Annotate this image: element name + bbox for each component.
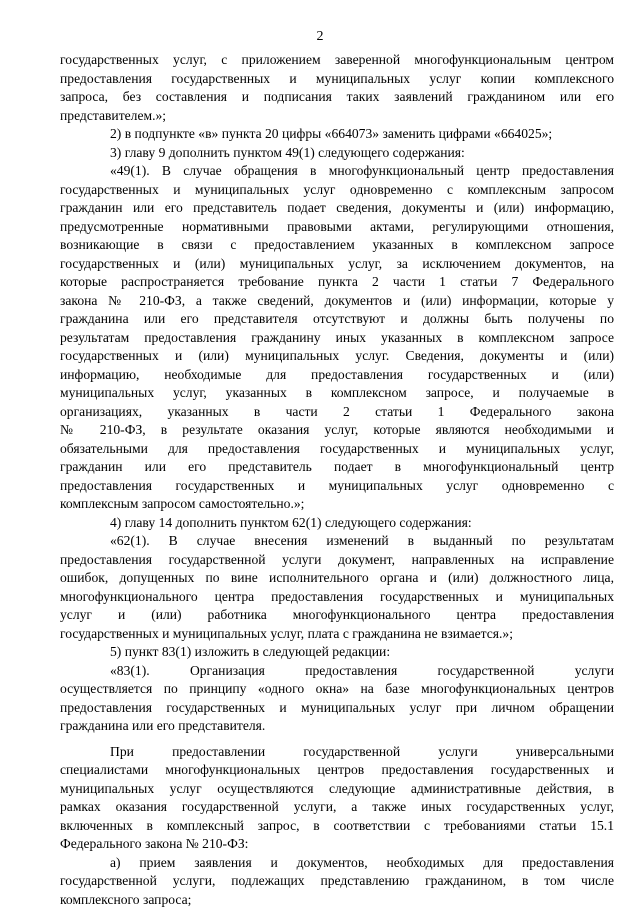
text-line: «62(1). В случае внесения изменений в выданный по результатам: [60, 532, 614, 551]
text-line: предоставления государственных и муниципальных услуг одновременно с: [60, 477, 614, 496]
text-line: муниципальных услуг осуществляются следующие административные действия, в: [60, 780, 614, 799]
text-line: № 210-ФЗ, в результате оказания услуг, которые являются необходимыми и: [60, 421, 614, 440]
text-line: «83(1). Организация предоставления государственной услуги: [60, 662, 614, 681]
text-line: гражданина или его представителя отсутствуют и должны быть получены по: [60, 310, 614, 329]
text-line: государственных услуг, с приложением заверенной многофункциональным центром: [60, 51, 614, 70]
text-line: комплексного запроса;: [60, 891, 614, 909]
text-line: Федерального закона № 210-ФЗ:: [60, 835, 614, 854]
text-line: информацию, необходимые для предоставления государственных и (или): [60, 366, 614, 385]
text-line: представителем.»;: [60, 107, 614, 126]
text-line: которые распространяется требование пункта 2 части 1 статьи 7 Федерального: [60, 273, 614, 292]
text-line: предоставления государственных и муниципальных услуг при личном обращении: [60, 699, 614, 718]
text-line: гражданина или его представителя.: [60, 717, 614, 736]
paragraph-gap: [60, 736, 614, 743]
text-line: При предоставлении государственной услуги универсальными: [60, 743, 614, 762]
text-line: многофункционального центра предоставления государственных и муниципальных: [60, 588, 614, 607]
text-line: организациях, указанных в части 2 статьи 1 Федерального закона: [60, 403, 614, 422]
text-line: государственных и (или) муниципальных услуг. Сведения, документы и (или): [60, 347, 614, 366]
text-line: 5) пункт 83(1) изложить в следующей редакции:: [60, 643, 614, 662]
text-line: государственных и муниципальных услуг одновременно с комплексным запросом: [60, 181, 614, 200]
text-line: осуществляется по принципу «одного окна» на базе многофункциональных центров: [60, 680, 614, 699]
text-line: а) прием заявления и документов, необходимых для предоставления: [60, 854, 614, 873]
text-line: результатам предоставления гражданину иных указанных в комплексном запросе: [60, 329, 614, 348]
page-number: 2: [0, 29, 640, 45]
text-line: гражданин или его представитель подает в многофункциональный центр: [60, 458, 614, 477]
text-line: 4) главу 14 дополнить пунктом 62(1) следующего содержания:: [60, 514, 614, 533]
text-line: услуг и (или) работника многофункционального центра предоставления: [60, 606, 614, 625]
text-line: государственных и (или) муниципальных услуг, за исключением документов, на: [60, 255, 614, 274]
document-body: [60, 51, 614, 909]
text-line: «49(1). В случае обращения в многофункциональный центр предоставления: [60, 162, 614, 181]
text-line: предоставления государственных и муниципальных услуг копии комплексного: [60, 70, 614, 89]
text-line: включенных в комплексный запрос, в соответствии с требованиями статьи 15.1: [60, 817, 614, 836]
text-line: комплексным запросом самостоятельно.»;: [60, 495, 614, 514]
text-line: специалистами многофункциональных центров предоставления государственных и: [60, 761, 614, 780]
text-line: государственной услуги, подлежащих представлению гражданином, в том числе: [60, 872, 614, 891]
text-line: возникающие в связи с предоставлением указанных в комплексном запросе: [60, 236, 614, 255]
text-line: государственных и муниципальных услуг, плата с гражданина не взимается.»;: [60, 625, 614, 644]
text-line: муниципальных услуг, указанных в комплексном запросе, и получаемые в: [60, 384, 614, 403]
text-line: 2) в подпункте «в» пункта 20 цифры «664073» заменить цифрами «664025»;: [60, 125, 614, 144]
text-line: рамках оказания государственной услуги, а также иных государственных услуг,: [60, 798, 614, 817]
text-line: гражданин или его представитель подает сведения, документы и (или) информацию,: [60, 199, 614, 218]
text-line: обязательными для предоставления государственных и муниципальных услуг,: [60, 440, 614, 459]
text-line: ошибок, допущенных по вине исполнительного органа и (или) должностного лица,: [60, 569, 614, 588]
text-line: 3) главу 9 дополнить пунктом 49(1) следующего содержания:: [60, 144, 614, 163]
text-line: предусмотренные нормативными правовыми актами, регулирующими отношения,: [60, 218, 614, 237]
text-line: предоставления государственной услуги документ, направленных на исправление: [60, 551, 614, 570]
text-line: запроса, без составления и подписания таких заявлений гражданином или его: [60, 88, 614, 107]
text-line: закона № 210-ФЗ, а также сведений, документов и (или) информации, которые у: [60, 292, 614, 311]
